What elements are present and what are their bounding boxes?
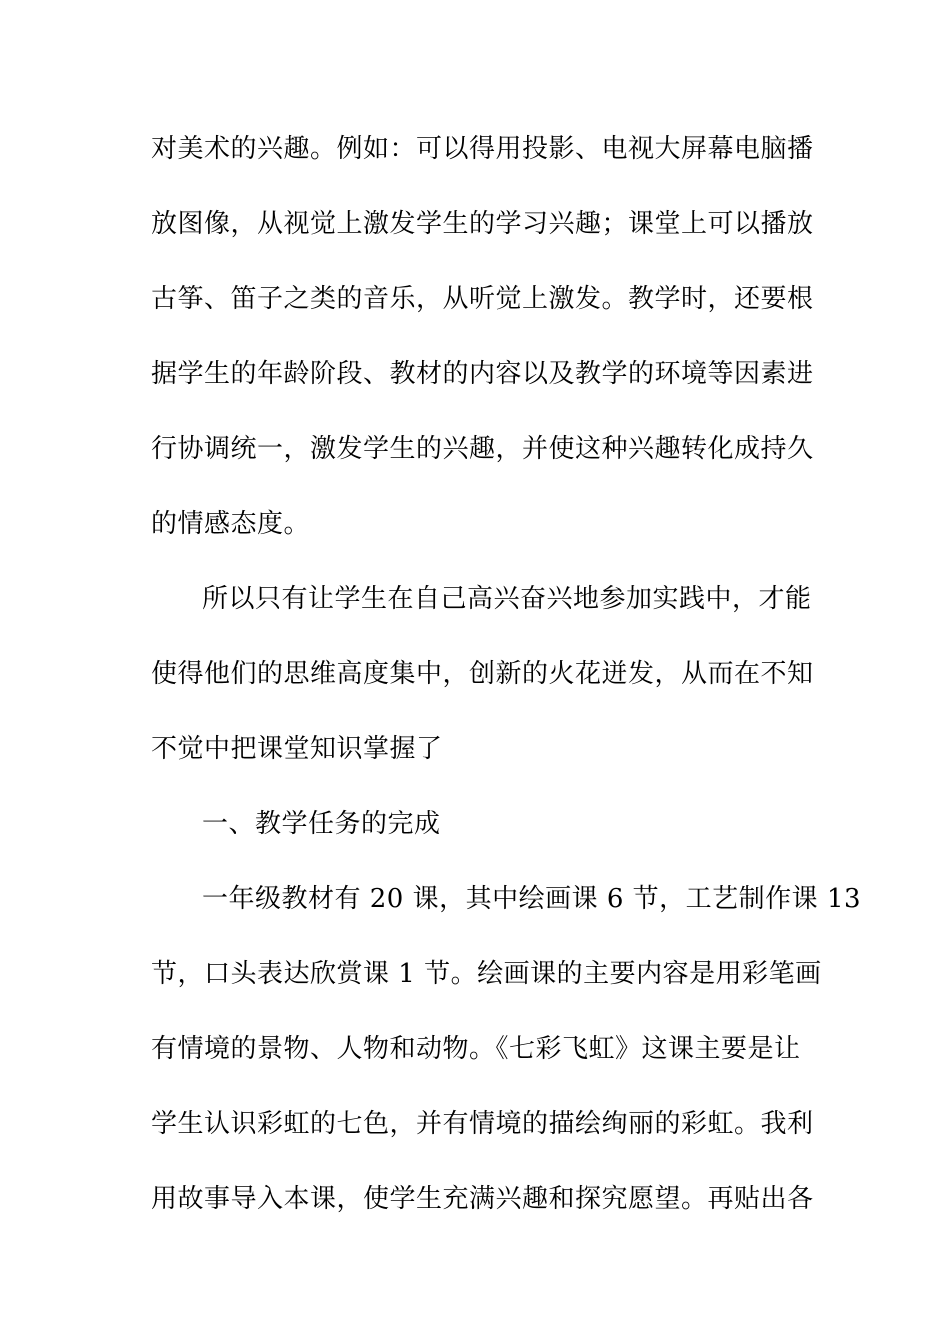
- section-heading: 一、教学任务的完成: [202, 809, 441, 839]
- paragraph-line: 所以只有让学生在自己高兴奋兴地参加实践中，才能: [202, 584, 812, 614]
- paragraph-line: 放图像，从视觉上激发学生的学习兴趣；课堂上可以播放: [151, 209, 814, 239]
- paragraph-line: 古筝、笛子之类的音乐，从听觉上激发。教学时，还要根: [151, 284, 814, 314]
- paragraph-line: 的情感态度。: [151, 509, 311, 539]
- paragraph-line: 行协调统一，激发学生的兴趣，并使这种兴趣转化成持久: [151, 434, 814, 464]
- paragraph-line: 节，口头表达欣赏课 1 节。绘画课的主要内容是用彩笔画: [151, 959, 822, 989]
- paragraph-line: 用故事导入本课，使学生充满兴趣和探究愿望。再贴出各: [151, 1184, 814, 1214]
- paragraph-line: 使得他们的思维高度集中，创新的火花迸发，从而在不知: [151, 659, 814, 689]
- paragraph-line: 有情境的景物、人物和动物。《七彩飞虹》这课主要是让: [151, 1034, 801, 1064]
- paragraph-line: 不觉中把课堂知识掌握了: [151, 734, 443, 764]
- paragraph-line: 据学生的年龄阶段、教材的内容以及教学的环境等因素进: [151, 359, 814, 389]
- paragraph-line: 对美术的兴趣。例如：可以得用投影、电视大屏幕电脑播: [151, 134, 814, 164]
- paragraph-line: 一年级教材有 20 课，其中绘画课 6 节，工艺制作课 13: [202, 884, 862, 914]
- paragraph-line: 学生认识彩虹的七色，并有情境的描绘绚丽的彩虹。我利: [151, 1109, 814, 1139]
